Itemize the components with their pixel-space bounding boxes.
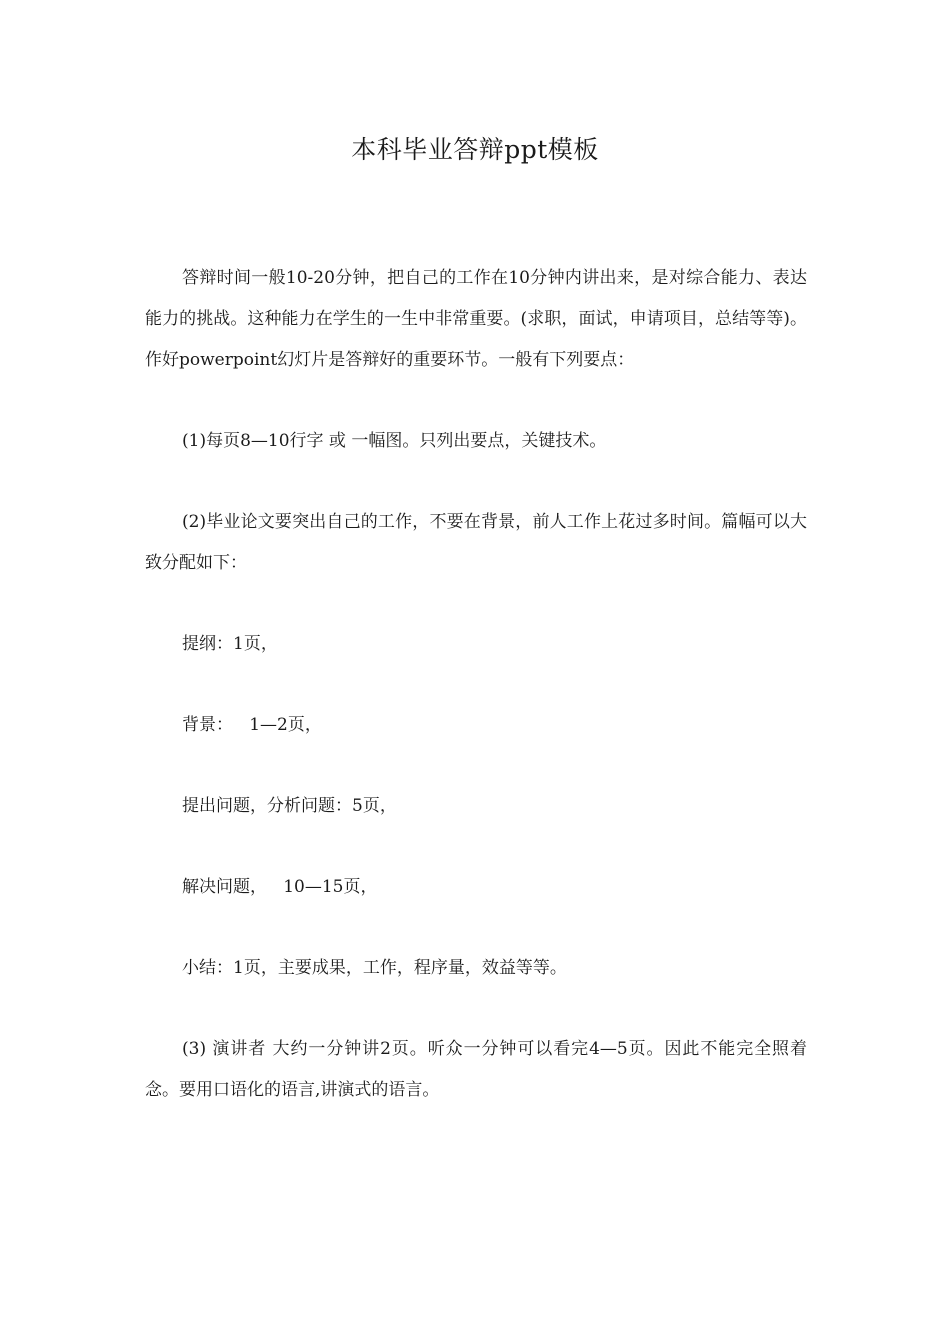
paragraph-outline: 提纲：1页，	[182, 634, 278, 654]
document-body	[145, 258, 807, 1111]
document-title: 本科毕业答辩ppt模板	[351, 135, 599, 164]
paragraph-solution: 解决问题， 10—15页，	[182, 877, 378, 897]
paragraph-problem: 提出问题，分析问题：5页，	[182, 796, 397, 816]
paragraph-point-1: (1)每页8—10行字 或 一幅图。只列出要点，关键技术。	[182, 431, 607, 451]
paragraph-intro: 答辩时间一般10-20分钟，把自己的工作在10分钟内讲出来，是对综合能力、表达能力的挑战。这种能力在学生的一生中非常重要。(求职，面试，申请项目，总结等等)。作好powerpoint幻灯片是答辩好的重要环节。一般有下列要点：	[145, 268, 807, 370]
paragraph-point-2: (2)毕业论文要突出自己的工作，不要在背景，前人工作上花过多时间。篇幅可以大致分配如下：	[145, 512, 807, 573]
paragraph-summary: 小结：1页，主要成果，工作，程序量，效益等等。	[182, 958, 567, 978]
paragraph-background: 背景： 1—2页，	[182, 715, 322, 735]
paragraph-point-3: (3) 演讲者 大约一分钟讲2页。听众一分钟可以看完4—5页。因此不能完全照着念。要用口语化的语言,讲演式的语言。	[145, 1039, 807, 1100]
